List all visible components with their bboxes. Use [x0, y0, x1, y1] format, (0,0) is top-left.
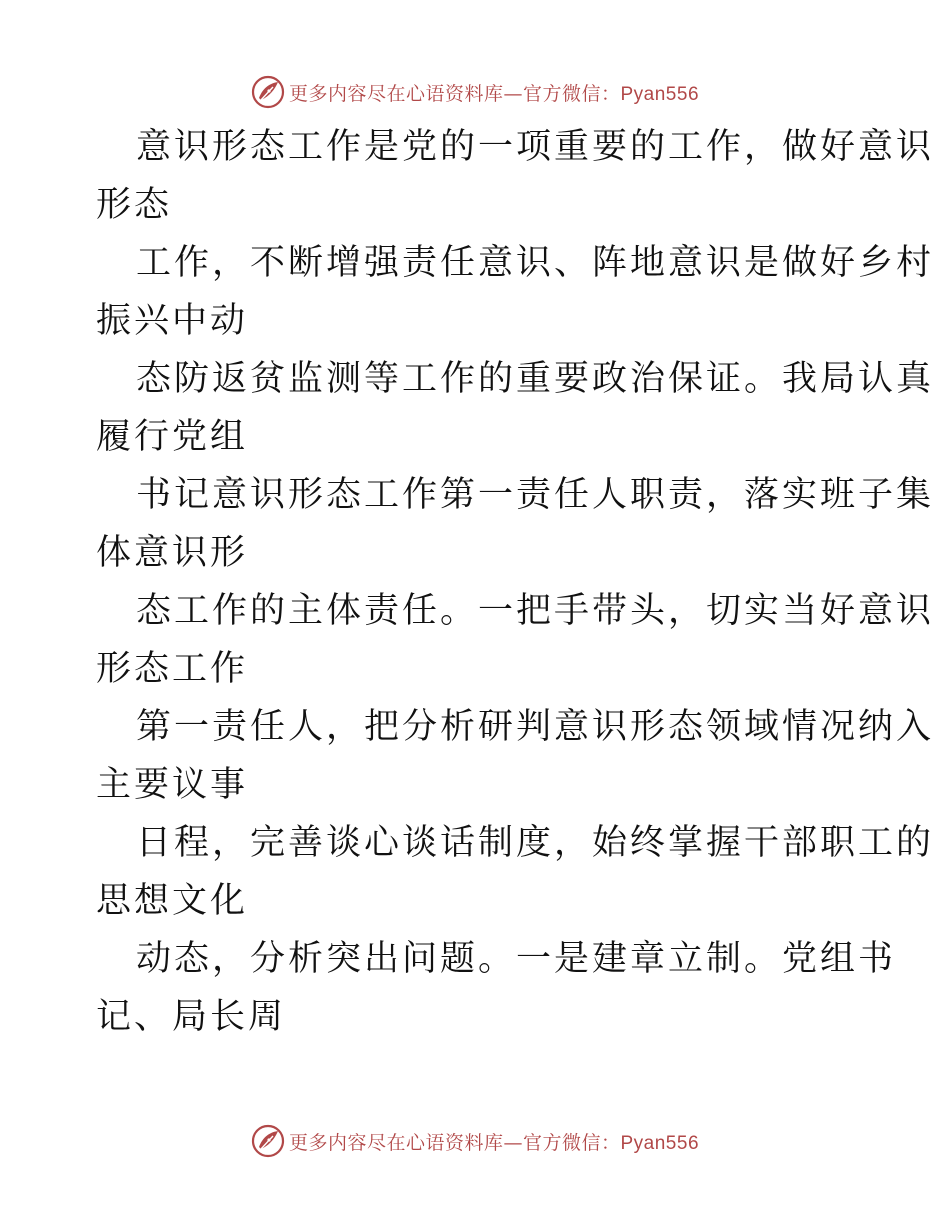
header-banner-label: 更多内容尽在心语资料库—官方微信： [288, 82, 621, 105]
pen-nib-logo-icon [251, 75, 285, 109]
body-line: 形态 [96, 185, 173, 225]
body-line: 意识形态工作是党的一项重要的工作，做好意识 [136, 127, 935, 167]
body-line: 思想文化 [96, 881, 249, 921]
footer-banner-text [289, 1128, 699, 1155]
body-line: 形态工作 [96, 649, 249, 689]
body-line: 工作，不断增强责任意识、阵地意识是做好乡村 [136, 243, 935, 283]
body-line: 体意识形 [96, 533, 249, 573]
header-wechat-id: Pyan556 [620, 83, 700, 105]
body-line: 记、局长周 [96, 997, 287, 1037]
footer-watermark-banner [0, 1121, 950, 1161]
header-banner-text [289, 79, 699, 106]
footer-wechat-id: Pyan556 [620, 1132, 700, 1154]
body-line: 态防返贫监测等工作的重要政治保证。我局认真 [136, 359, 935, 399]
body-line: 振兴中动 [96, 301, 249, 341]
body-line: 书记意识形态工作第一责任人职责，落实班子集 [136, 475, 935, 515]
body-line: 日程，完善谈心谈话制度，始终掌握干部职工的 [136, 823, 935, 863]
body-line: 动态，分析突出问题。一是建章立制。党组书 [136, 939, 897, 979]
pen-nib-logo-icon [251, 1124, 285, 1158]
body-line: 第一责任人，把分析研判意识形态领域情况纳入 [136, 707, 935, 747]
footer-banner-label: 更多内容尽在心语资料库—官方微信： [288, 1131, 621, 1154]
header-watermark-banner [0, 72, 950, 112]
body-line: 履行党组 [96, 417, 249, 457]
body-line: 主要议事 [96, 765, 249, 805]
document-body [96, 118, 935, 1046]
body-line: 态工作的主体责任。一把手带头，切实当好意识 [136, 591, 935, 631]
